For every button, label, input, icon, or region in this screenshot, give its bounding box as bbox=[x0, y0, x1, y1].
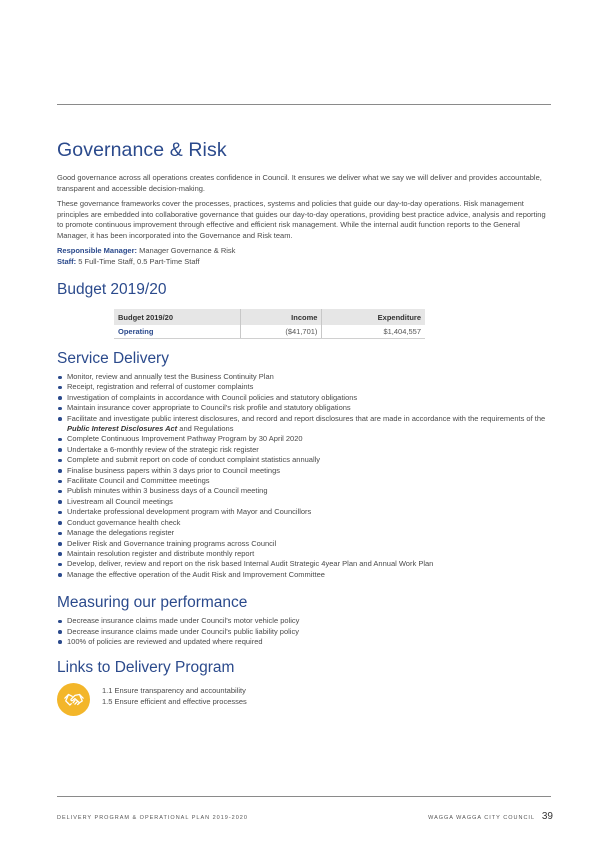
footer-organisation: WAGGA WAGGA CITY COUNCIL bbox=[428, 815, 535, 821]
handshake-icon bbox=[57, 683, 90, 716]
budget-table bbox=[114, 309, 425, 339]
list-item: Receipt, registration and referral of customer complaints bbox=[57, 382, 551, 392]
budget-row-expenditure: $1,404,557 bbox=[322, 325, 425, 339]
responsible-manager-value: Manager Governance & Risk bbox=[137, 246, 236, 255]
list-item: Manage the delegations register bbox=[57, 528, 551, 538]
list-item: Complete Continuous Improvement Pathway Program by 30 April 2020 bbox=[57, 434, 551, 444]
top-rule bbox=[57, 104, 551, 105]
list-item: Undertake a 6-monthly review of the strategic risk register bbox=[57, 445, 551, 455]
list-item: Monitor, review and annually test the Business Continuity Plan bbox=[57, 372, 551, 382]
list-item: Facilitate Council and Committee meetings bbox=[57, 476, 551, 486]
list-item: 1.5 Ensure efficient and effective processes bbox=[102, 696, 247, 706]
table-row bbox=[114, 325, 425, 339]
list-item: Investigation of complaints in accordance with Council policies and statutory obligations bbox=[57, 393, 551, 403]
budget-heading: Budget 2019/20 bbox=[57, 281, 167, 298]
budget-col-label: Budget 2019/20 bbox=[114, 309, 240, 325]
list-item: 1.1 Ensure transparency and accountability bbox=[102, 686, 246, 696]
list-item: Develop, deliver, review and report on the risk based Internal Audit Strategic 4year Plan and Annual Work Plan bbox=[57, 559, 551, 569]
list-item: Deliver Risk and Governance training programs across Council bbox=[57, 539, 551, 549]
intro-paragraph-1: Good governance across all operations creates confidence in Council. It ensures we deliver what we say we will deliver and provides accountable, transparent and accessible decision-making. bbox=[57, 173, 542, 193]
staff-value: 5 Full-Time Staff, 0.5 Part-Time Staff bbox=[76, 256, 200, 266]
list-item: Undertake professional development program with Mayor and Councillors bbox=[57, 507, 551, 517]
service-delivery-heading: Service Delivery bbox=[57, 350, 169, 367]
budget-header-row bbox=[114, 309, 425, 325]
budget-col-expenditure: Expenditure bbox=[322, 309, 425, 325]
responsible-manager bbox=[57, 246, 551, 257]
list-item: Maintain resolution register and distribute monthly report bbox=[57, 549, 551, 559]
links-row bbox=[57, 681, 551, 721]
budget-row-income: ($41,701) bbox=[240, 325, 322, 339]
measuring-list bbox=[57, 616, 551, 647]
list-item-text: Facilitate and investigate public interest disclosures, and record and report disclosures that are made in accordance with the requirements of the bbox=[67, 413, 546, 423]
list-item: Complete and submit report on code of conduct complaint statistics annually bbox=[57, 455, 551, 465]
list-item: Decrease insurance claims made under Council's public liability policy bbox=[57, 627, 551, 637]
page-title: Governance & Risk bbox=[57, 139, 227, 161]
list-item: 100% of policies are reviewed and updated where required bbox=[57, 637, 551, 647]
links-heading: Links to Delivery Program bbox=[57, 659, 235, 677]
pid-act-name: Public Interest Disclosures Act bbox=[67, 424, 178, 434]
footer-document-title: DELIVERY PROGRAM & OPERATIONAL PLAN 2019-2020 bbox=[57, 815, 248, 821]
service-delivery-list bbox=[57, 372, 551, 580]
list-item: Livestream all Council meetings bbox=[57, 497, 551, 507]
list-item bbox=[57, 414, 551, 435]
budget-col-income: Income bbox=[240, 309, 322, 325]
list-item: Manage the effective operation of the Audit Risk and Improvement Committee bbox=[57, 570, 551, 580]
page-number: 39 bbox=[541, 811, 553, 822]
bottom-rule bbox=[57, 796, 551, 797]
list-item: Maintain insurance cover appropriate to Council's risk profile and statutory obligations bbox=[57, 403, 551, 413]
list-item: Decrease insurance claims made under Council's motor vehicle policy bbox=[57, 616, 551, 626]
budget-row-label: Operating bbox=[114, 325, 240, 339]
list-item: Finalise business papers within 3 days prior to Council meetings bbox=[57, 466, 551, 476]
staff-line bbox=[57, 257, 551, 268]
intro-paragraph-2: These governance frameworks cover the processes, practices, systems and policies that guide our day-to-day operations. Risk management principles are embedded into collaborative governance that guides our day-to-day operations, providing best practice advice, analysis and reporting to promote continuous improvement through effective and efficient risk management. While the internal audit function reports to the General Manager, it has been incorporated into the Governance and Risk team. bbox=[57, 199, 546, 240]
measuring-heading: Measuring our performance bbox=[57, 594, 248, 612]
links-list bbox=[102, 686, 247, 707]
responsible-manager-label: Responsible Manager: bbox=[57, 246, 138, 255]
list-item: Publish minutes within 3 business days of a Council meeting bbox=[57, 486, 551, 496]
staff-label: Staff: bbox=[57, 256, 77, 266]
list-item: Conduct governance health check bbox=[57, 518, 551, 528]
page-content bbox=[57, 138, 551, 721]
list-item-tail: and Regulations bbox=[177, 424, 234, 434]
